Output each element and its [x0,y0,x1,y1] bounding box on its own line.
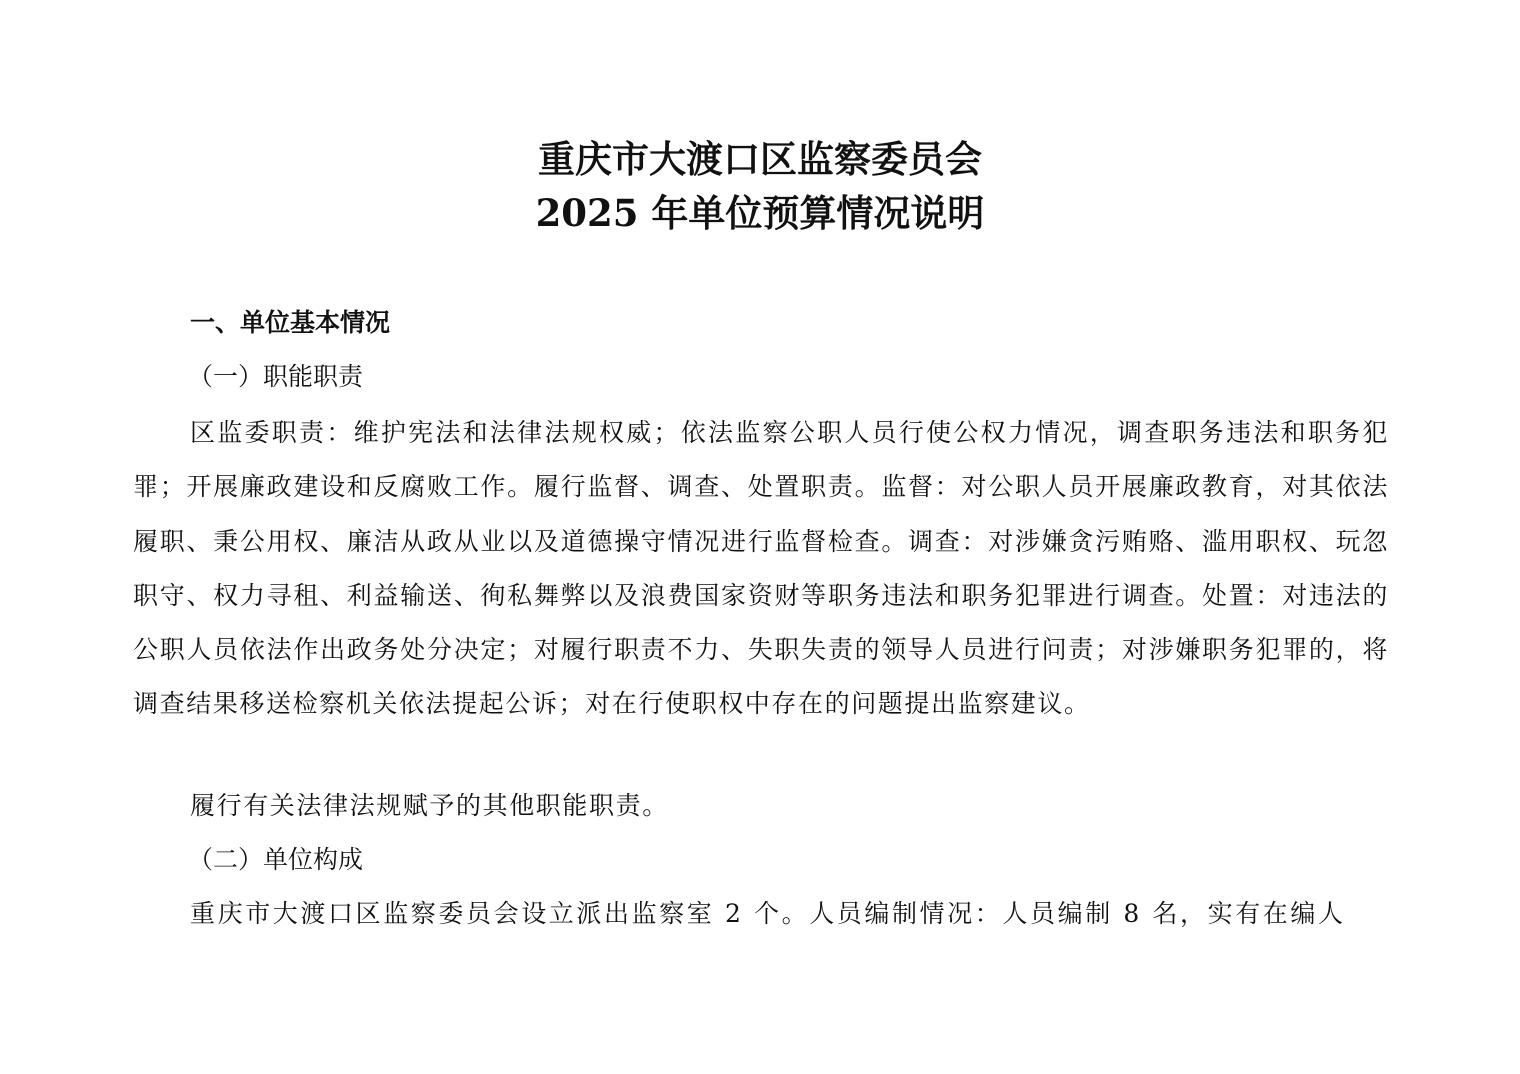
document-title-line1: 重庆市大渡口区监察委员会 [538,137,982,181]
paragraph-other-duties: 履行有关法律法规赋予的其他职能职责。 [190,791,669,820]
paragraph-composition: 重庆市大渡口区监察委员会设立派出监察室 2 个。人员编制情况：人员编制 8 名，实有在编人 [190,899,1346,928]
section-heading-basic-info: 一、单位基本情况 [190,308,391,337]
document-title-line2: 2025 年单位预算情况说明 [535,191,985,235]
paragraph-duties: 区监委职责：维护宪法和法律法规权威；依法监察公职人员行使公权力情况，调查职务违法和职务犯罪；开展廉政建设和反腐败工作。履行监督、调查、处置职责。监督：对公职人员开展廉政教育，对其依法履职、秉公用权、廉洁从政从业以及道德操守情况进行监督检查。调查：对涉嫌贪污贿赂、滥用职权、玩忽职守、权力寻租、利益输送、徇私舞弊以及浪费国家资财等职务违法和职务犯罪进行调查。处置：对违法的公职人员依法作出政务处分决定；对履行职责不力、失职失责的领导人员进行问责；对涉嫌职务犯罪的，将调查结果移送检察机关依法提起公诉；对在行使职权中存在的问题提出监察建议。 [133,418,1389,719]
subsection-heading-duties: （一）职能职责 [188,362,364,391]
subsection-heading-composition: （二）单位构成 [188,845,364,874]
